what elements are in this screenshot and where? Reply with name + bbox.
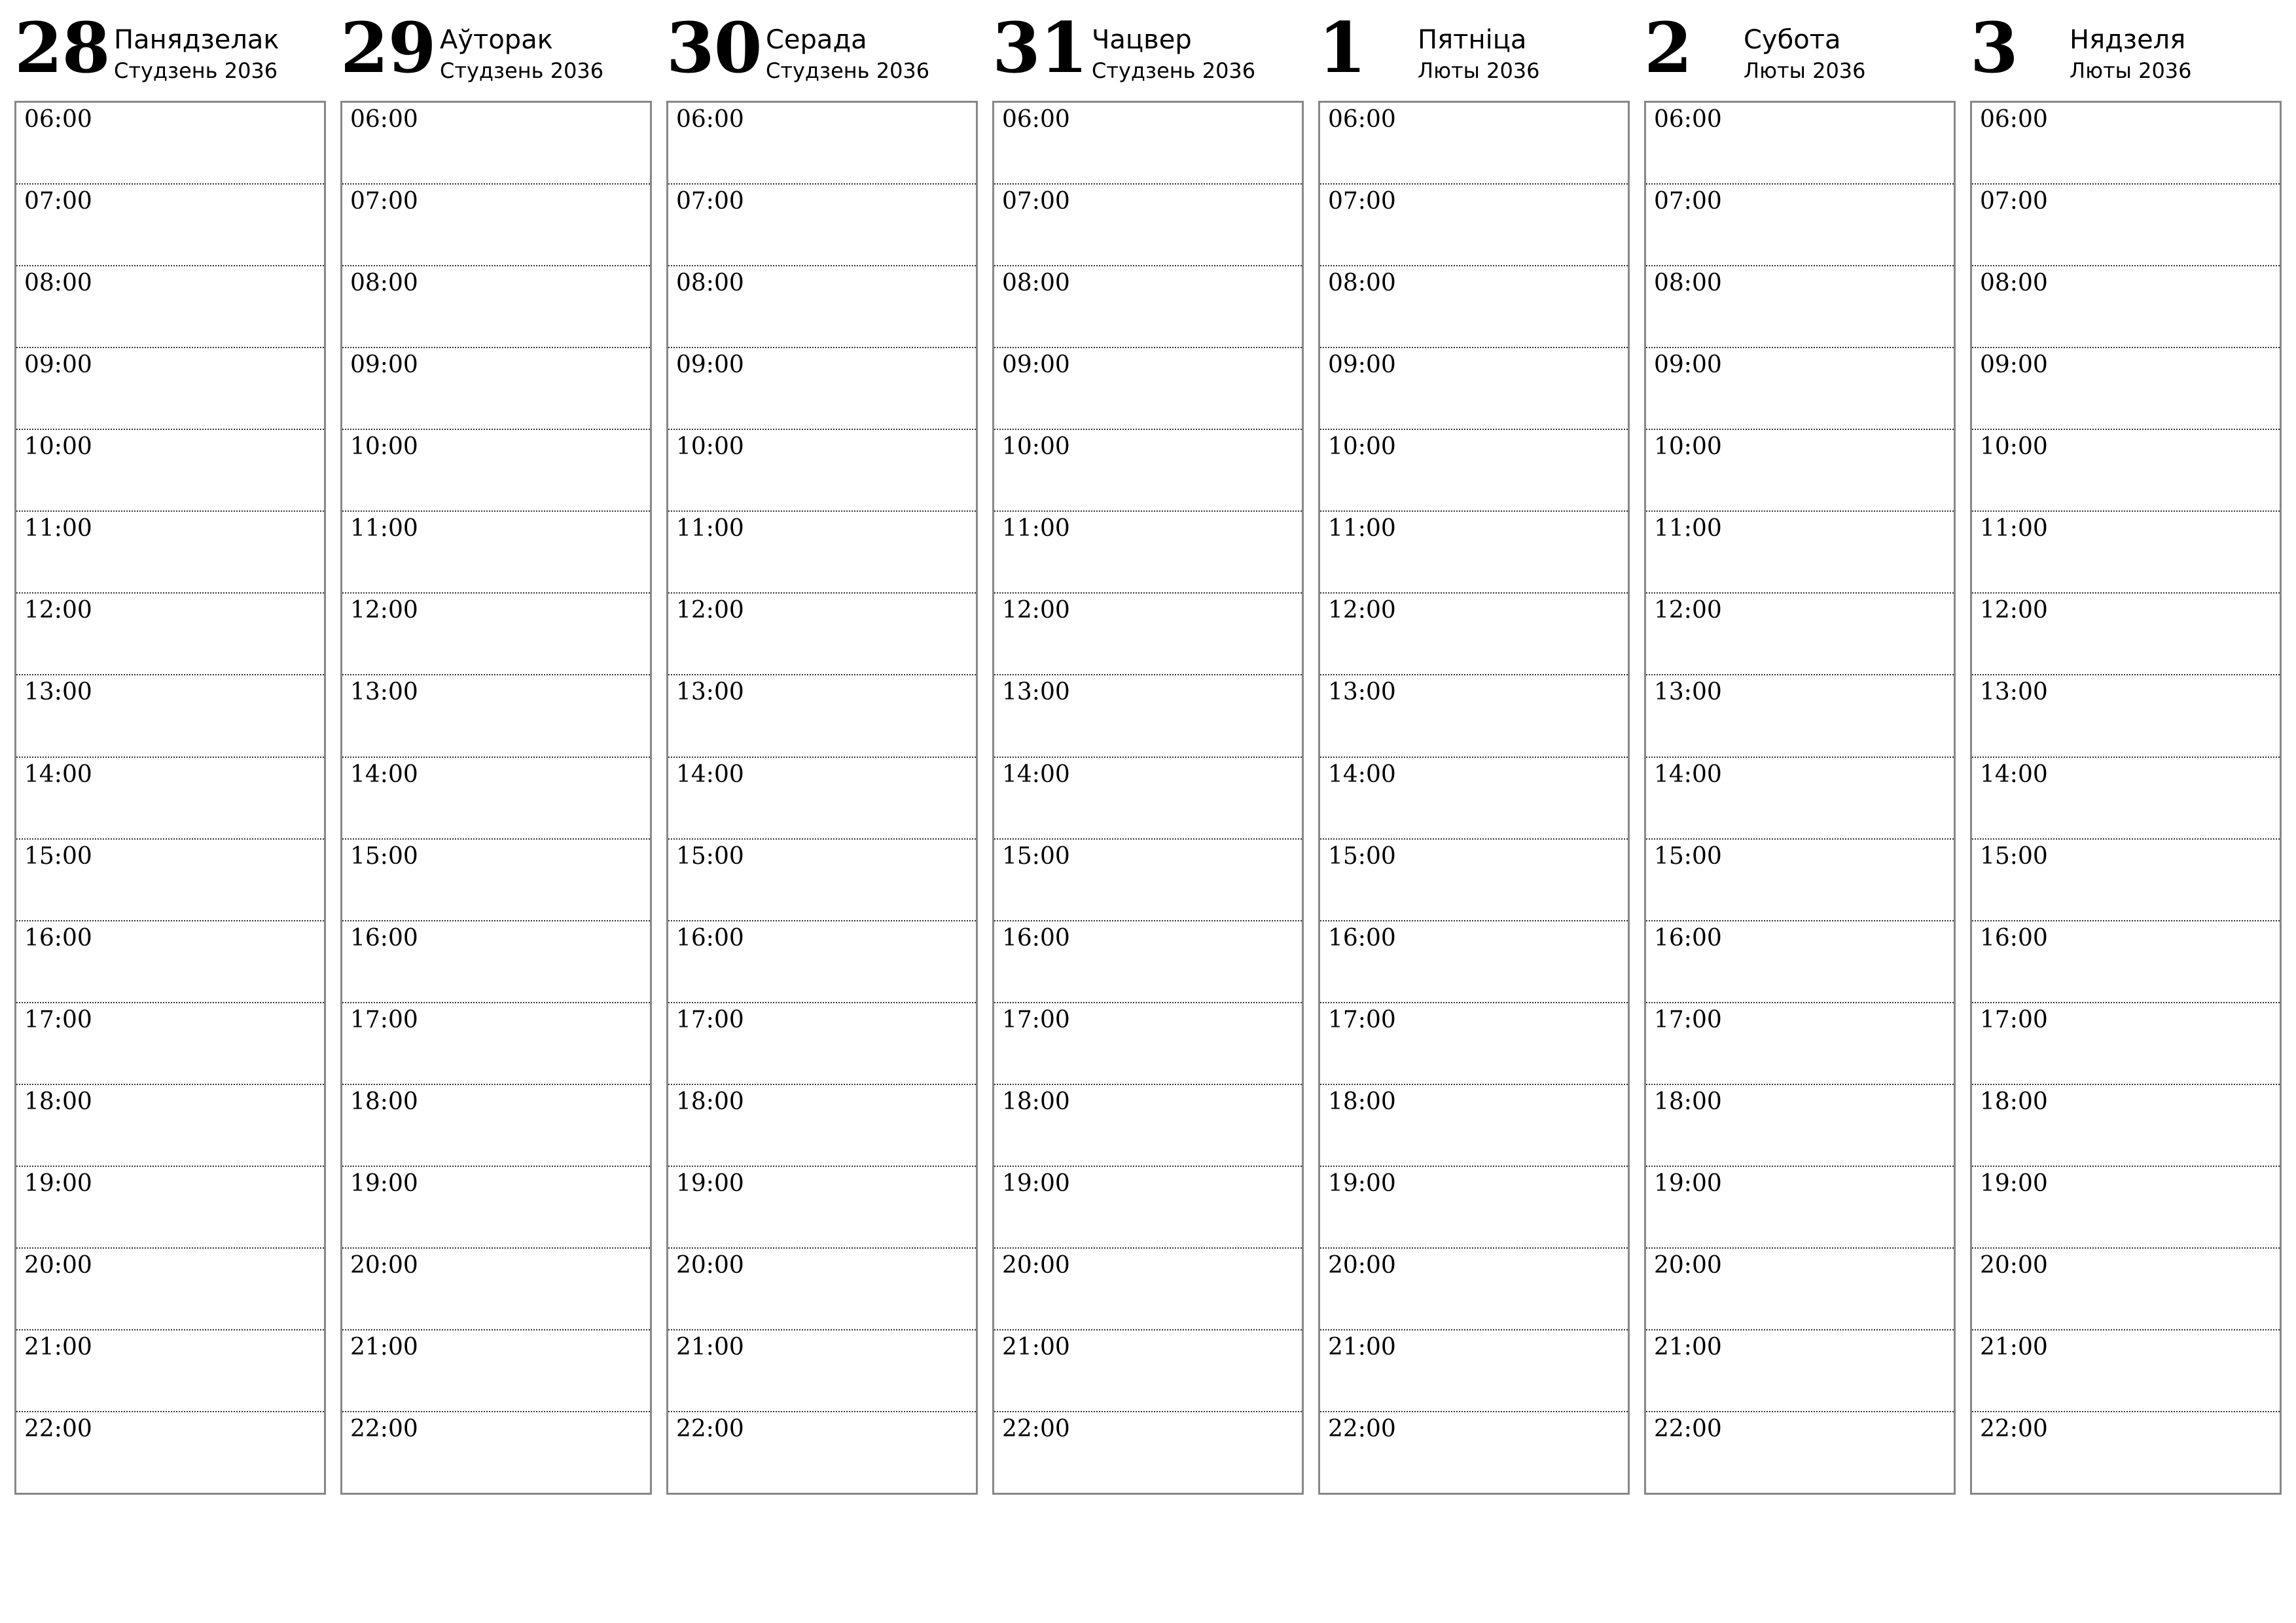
time-slot[interactable] (342, 840, 650, 921)
time-label: 16:00 (1328, 924, 1396, 952)
day-column-tuesday (340, 0, 652, 1505)
time-slot[interactable] (994, 758, 1302, 840)
day-column-saturday (1644, 0, 1956, 1505)
time-label: 17:00 (1980, 1006, 2048, 1033)
time-label: 07:00 (1654, 188, 1722, 215)
time-label: 11:00 (1980, 515, 2048, 543)
time-label: 21:00 (1980, 1333, 2048, 1361)
time-label: 22:00 (676, 1416, 744, 1442)
time-slot[interactable] (994, 1085, 1302, 1167)
time-label: 21:00 (1002, 1333, 1070, 1361)
day-number: 28 (14, 7, 110, 88)
time-slot[interactable] (668, 430, 976, 512)
month-year: Люты 2036 (1744, 58, 1866, 83)
time-slot[interactable] (1646, 103, 1954, 185)
time-label: 18:00 (1980, 1088, 2048, 1115)
time-label: 06:00 (24, 106, 92, 133)
time-label: 18:00 (350, 1088, 418, 1115)
time-label: 16:00 (1654, 924, 1722, 952)
time-slot[interactable] (342, 1085, 650, 1167)
time-label: 19:00 (1980, 1169, 2048, 1197)
time-label: 16:00 (350, 924, 418, 952)
time-label: 08:00 (676, 270, 744, 297)
time-slot[interactable] (1320, 758, 1628, 840)
time-slot[interactable] (1972, 185, 2280, 266)
day-schedule (666, 101, 978, 1495)
day-column-sunday (1970, 0, 2282, 1505)
time-slot[interactable] (342, 1249, 650, 1330)
time-slot[interactable] (668, 840, 976, 921)
day-schedule (1644, 101, 1956, 1495)
time-slot[interactable] (668, 1249, 976, 1330)
time-slot[interactable] (668, 103, 976, 185)
time-slot[interactable] (994, 1003, 1302, 1085)
time-label: 15:00 (1980, 842, 2048, 870)
time-slot[interactable] (16, 1330, 324, 1412)
time-label: 07:00 (1328, 188, 1396, 215)
time-slot[interactable] (1972, 103, 2280, 185)
time-slot[interactable] (668, 185, 976, 266)
time-label: 07:00 (350, 188, 418, 215)
time-slot[interactable] (1646, 675, 1954, 757)
time-slot[interactable] (16, 1249, 324, 1330)
time-label: 22:00 (24, 1416, 92, 1442)
time-label: 15:00 (1654, 842, 1722, 870)
month-year: Студзень 2036 (1092, 58, 1256, 83)
time-slot[interactable] (994, 675, 1302, 757)
time-slot[interactable] (1320, 1167, 1628, 1249)
time-label: 15:00 (1002, 842, 1070, 870)
time-label: 14:00 (350, 760, 418, 788)
day-number: 30 (666, 7, 762, 88)
time-slot[interactable] (342, 1412, 650, 1493)
day-number: 1 (1318, 7, 1366, 88)
time-label: 09:00 (1980, 351, 2048, 379)
time-slot[interactable] (16, 758, 324, 840)
time-slot[interactable] (1646, 512, 1954, 594)
time-label: 19:00 (1002, 1169, 1070, 1197)
time-slot[interactable] (668, 675, 976, 757)
month-year: Люты 2036 (1418, 58, 1540, 83)
time-label: 07:00 (1002, 188, 1070, 215)
time-slot[interactable] (1972, 758, 2280, 840)
time-label: 14:00 (1980, 760, 2048, 788)
time-label: 10:00 (676, 433, 744, 461)
time-slot[interactable] (994, 512, 1302, 594)
time-label: 16:00 (24, 924, 92, 952)
day-schedule (992, 101, 1304, 1495)
time-slot[interactable] (1320, 512, 1628, 594)
time-slot[interactable] (342, 266, 650, 348)
time-slot[interactable] (342, 1003, 650, 1085)
weekly-planner (14, 0, 2282, 1505)
time-label: 10:00 (350, 433, 418, 461)
time-slot[interactable] (342, 758, 650, 840)
time-label: 14:00 (24, 760, 92, 788)
day-column-thursday (992, 0, 1304, 1505)
time-slot[interactable] (668, 348, 976, 430)
time-label: 18:00 (676, 1088, 744, 1115)
time-label: 11:00 (24, 515, 92, 543)
time-slot[interactable] (1646, 348, 1954, 430)
time-label: 16:00 (1002, 924, 1070, 952)
time-slot[interactable] (1646, 1249, 1954, 1330)
time-label: 06:00 (1980, 106, 2048, 133)
time-label: 11:00 (1002, 515, 1070, 543)
time-slot[interactable] (1972, 430, 2280, 512)
time-label: 09:00 (1654, 351, 1722, 379)
time-label: 08:00 (1002, 270, 1070, 297)
time-slot[interactable] (1646, 921, 1954, 1003)
time-label: 10:00 (1980, 433, 2048, 461)
time-label: 19:00 (24, 1169, 92, 1197)
time-label: 09:00 (676, 351, 744, 379)
time-slot[interactable] (1320, 348, 1628, 430)
time-slot[interactable] (994, 185, 1302, 266)
time-slot[interactable] (342, 675, 650, 757)
time-label: 21:00 (350, 1333, 418, 1361)
time-slot[interactable] (668, 1330, 976, 1412)
day-schedule (1970, 101, 2282, 1495)
time-slot[interactable] (1646, 1003, 1954, 1085)
time-label: 21:00 (1328, 1333, 1396, 1361)
time-slot[interactable] (1972, 348, 2280, 430)
time-slot[interactable] (16, 103, 324, 185)
time-slot[interactable] (1320, 594, 1628, 675)
time-slot[interactable] (342, 348, 650, 430)
time-label: 16:00 (1980, 924, 2048, 952)
day-header (1970, 0, 2282, 101)
time-label: 16:00 (676, 924, 744, 952)
month-year: Люты 2036 (2070, 58, 2192, 83)
weekday-name: Нядзеля (2070, 25, 2186, 55)
time-slot[interactable] (16, 675, 324, 757)
time-slot[interactable] (1646, 594, 1954, 675)
time-slot[interactable] (1972, 1249, 2280, 1330)
time-label: 09:00 (24, 351, 92, 379)
time-slot[interactable] (1972, 512, 2280, 594)
time-label: 19:00 (350, 1169, 418, 1197)
time-label: 21:00 (24, 1333, 92, 1361)
weekday-name: Пятніца (1418, 25, 1527, 55)
time-label: 06:00 (1002, 106, 1070, 133)
time-slot[interactable] (16, 594, 324, 675)
time-label: 11:00 (1654, 515, 1722, 543)
time-slot[interactable] (1320, 840, 1628, 921)
time-slot[interactable] (668, 758, 976, 840)
time-label: 14:00 (1328, 760, 1396, 788)
time-label: 15:00 (24, 842, 92, 870)
time-label: 19:00 (1328, 1169, 1396, 1197)
time-slot[interactable] (994, 840, 1302, 921)
time-slot[interactable] (668, 1003, 976, 1085)
time-label: 17:00 (350, 1006, 418, 1033)
time-slot[interactable] (1320, 675, 1628, 757)
time-slot[interactable] (1646, 1412, 1954, 1493)
time-slot[interactable] (994, 594, 1302, 675)
time-label: 10:00 (1654, 433, 1722, 461)
time-label: 13:00 (1980, 679, 2048, 706)
time-slot[interactable] (1972, 594, 2280, 675)
time-label: 17:00 (1654, 1006, 1722, 1033)
time-label: 06:00 (1328, 106, 1396, 133)
weekday-name: Аўторак (440, 25, 553, 55)
time-slot[interactable] (1646, 1167, 1954, 1249)
time-label: 15:00 (1328, 842, 1396, 870)
time-slot[interactable] (1320, 430, 1628, 512)
time-label: 11:00 (676, 515, 744, 543)
time-slot[interactable] (342, 921, 650, 1003)
time-slot[interactable] (16, 1085, 324, 1167)
month-year: Студзень 2036 (440, 58, 604, 83)
time-slot[interactable] (16, 1167, 324, 1249)
day-header (1318, 0, 1630, 101)
day-header (340, 0, 652, 101)
time-slot[interactable] (16, 266, 324, 348)
time-slot[interactable] (342, 103, 650, 185)
time-label: 10:00 (24, 433, 92, 461)
time-label: 06:00 (1654, 106, 1722, 133)
time-label: 20:00 (1654, 1251, 1722, 1279)
time-slot[interactable] (994, 103, 1302, 185)
time-label: 13:00 (676, 679, 744, 706)
time-slot[interactable] (1320, 1330, 1628, 1412)
time-slot[interactable] (1972, 675, 2280, 757)
time-label: 09:00 (1002, 351, 1070, 379)
time-slot[interactable] (668, 1085, 976, 1167)
time-label: 08:00 (1654, 270, 1722, 297)
time-label: 11:00 (1328, 515, 1396, 543)
time-slot[interactable] (1972, 840, 2280, 921)
time-label: 06:00 (676, 106, 744, 133)
time-label: 07:00 (24, 188, 92, 215)
day-header (1644, 0, 1956, 101)
time-slot[interactable] (342, 1330, 650, 1412)
day-schedule (1318, 101, 1630, 1495)
time-slot[interactable] (668, 1167, 976, 1249)
time-label: 22:00 (1328, 1416, 1396, 1442)
time-slot[interactable] (342, 512, 650, 594)
day-column-friday (1318, 0, 1630, 1505)
time-slot[interactable] (1320, 921, 1628, 1003)
time-label: 18:00 (24, 1088, 92, 1115)
time-label: 18:00 (1654, 1088, 1722, 1115)
time-slot[interactable] (1972, 1330, 2280, 1412)
time-label: 12:00 (1002, 597, 1070, 624)
time-label: 10:00 (1328, 433, 1396, 461)
time-slot[interactable] (994, 1330, 1302, 1412)
time-slot[interactable] (668, 512, 976, 594)
time-label: 07:00 (1980, 188, 2048, 215)
day-column-monday (14, 0, 326, 1505)
time-slot[interactable] (1646, 758, 1954, 840)
day-header (992, 0, 1304, 101)
time-label: 22:00 (350, 1416, 418, 1442)
time-slot[interactable] (1320, 1412, 1628, 1493)
time-label: 12:00 (24, 597, 92, 624)
time-label: 19:00 (1654, 1169, 1722, 1197)
month-year: Студзень 2036 (766, 58, 930, 83)
time-label: 09:00 (1328, 351, 1396, 379)
time-label: 13:00 (1002, 679, 1070, 706)
time-label: 07:00 (676, 188, 744, 215)
day-schedule (340, 101, 652, 1495)
time-label: 18:00 (1002, 1088, 1070, 1115)
time-slot[interactable] (994, 921, 1302, 1003)
time-slot[interactable] (16, 430, 324, 512)
time-label: 17:00 (1328, 1006, 1396, 1033)
day-number: 29 (340, 7, 436, 88)
time-label: 10:00 (1002, 433, 1070, 461)
time-slot[interactable] (994, 1167, 1302, 1249)
time-slot[interactable] (994, 430, 1302, 512)
time-slot[interactable] (1646, 840, 1954, 921)
time-label: 15:00 (350, 842, 418, 870)
time-slot[interactable] (1972, 266, 2280, 348)
time-slot[interactable] (1320, 1249, 1628, 1330)
time-slot[interactable] (342, 430, 650, 512)
time-label: 14:00 (676, 760, 744, 788)
time-slot[interactable] (994, 1412, 1302, 1493)
time-slot[interactable] (1320, 266, 1628, 348)
time-slot[interactable] (1972, 1167, 2280, 1249)
time-slot[interactable] (342, 594, 650, 675)
time-slot[interactable] (1646, 185, 1954, 266)
time-label: 09:00 (350, 351, 418, 379)
time-slot[interactable] (668, 266, 976, 348)
time-slot[interactable] (1972, 921, 2280, 1003)
time-label: 13:00 (350, 679, 418, 706)
weekday-name: Серада (766, 25, 867, 55)
time-label: 20:00 (350, 1251, 418, 1279)
time-slot[interactable] (1646, 430, 1954, 512)
time-label: 06:00 (350, 106, 418, 133)
time-label: 12:00 (1654, 597, 1722, 624)
time-label: 22:00 (1654, 1416, 1722, 1442)
time-label: 08:00 (350, 270, 418, 297)
time-label: 17:00 (1002, 1006, 1070, 1033)
time-label: 08:00 (24, 270, 92, 297)
time-label: 13:00 (24, 679, 92, 706)
time-label: 20:00 (24, 1251, 92, 1279)
time-label: 20:00 (1002, 1251, 1070, 1279)
time-label: 13:00 (1654, 679, 1722, 706)
day-column-wednesday (666, 0, 978, 1505)
time-slot[interactable] (668, 921, 976, 1003)
time-slot[interactable] (994, 348, 1302, 430)
time-label: 12:00 (350, 597, 418, 624)
weekday-name: Субота (1744, 25, 1841, 55)
time-slot[interactable] (1646, 1085, 1954, 1167)
time-label: 21:00 (1654, 1333, 1722, 1361)
time-label: 18:00 (1328, 1088, 1396, 1115)
time-slot[interactable] (1320, 103, 1628, 185)
time-slot[interactable] (16, 348, 324, 430)
day-header (666, 0, 978, 101)
time-label: 15:00 (676, 842, 744, 870)
time-label: 12:00 (1980, 597, 2048, 624)
time-slot[interactable] (1972, 1085, 2280, 1167)
time-label: 08:00 (1980, 270, 2048, 297)
time-slot[interactable] (668, 1412, 976, 1493)
time-slot[interactable] (16, 1003, 324, 1085)
time-label: 14:00 (1002, 760, 1070, 788)
time-label: 20:00 (1980, 1251, 2048, 1279)
weekday-name: Чацвер (1092, 25, 1192, 55)
time-slot[interactable] (1320, 1003, 1628, 1085)
time-label: 12:00 (676, 597, 744, 624)
day-number: 3 (1970, 7, 2018, 88)
time-slot[interactable] (1320, 1085, 1628, 1167)
time-label: 22:00 (1980, 1416, 2048, 1442)
time-label: 22:00 (1002, 1416, 1070, 1442)
time-slot[interactable] (1320, 185, 1628, 266)
day-header (14, 0, 326, 101)
time-slot[interactable] (1972, 1412, 2280, 1493)
time-label: 19:00 (676, 1169, 744, 1197)
time-slot[interactable] (16, 921, 324, 1003)
time-slot[interactable] (668, 594, 976, 675)
time-slot[interactable] (1646, 266, 1954, 348)
time-label: 20:00 (1328, 1251, 1396, 1279)
time-label: 11:00 (350, 515, 418, 543)
time-label: 17:00 (24, 1006, 92, 1033)
time-slot[interactable] (16, 185, 324, 266)
time-slot[interactable] (1972, 1003, 2280, 1085)
time-slot[interactable] (994, 266, 1302, 348)
time-label: 08:00 (1328, 270, 1396, 297)
time-label: 20:00 (676, 1251, 744, 1279)
time-slot[interactable] (994, 1249, 1302, 1330)
time-slot[interactable] (1646, 1330, 1954, 1412)
day-number: 2 (1644, 7, 1692, 88)
weekday-name: Панядзелак (114, 25, 279, 55)
time-label: 21:00 (676, 1333, 744, 1361)
month-year: Студзень 2036 (114, 58, 278, 83)
time-slot[interactable] (342, 1167, 650, 1249)
time-slot[interactable] (342, 185, 650, 266)
time-slot[interactable] (16, 512, 324, 594)
time-slot[interactable] (16, 840, 324, 921)
time-slot[interactable] (16, 1412, 324, 1493)
time-label: 17:00 (676, 1006, 744, 1033)
day-schedule (14, 101, 326, 1495)
day-number: 31 (992, 7, 1088, 88)
time-label: 14:00 (1654, 760, 1722, 788)
time-label: 12:00 (1328, 597, 1396, 624)
time-label: 13:00 (1328, 679, 1396, 706)
